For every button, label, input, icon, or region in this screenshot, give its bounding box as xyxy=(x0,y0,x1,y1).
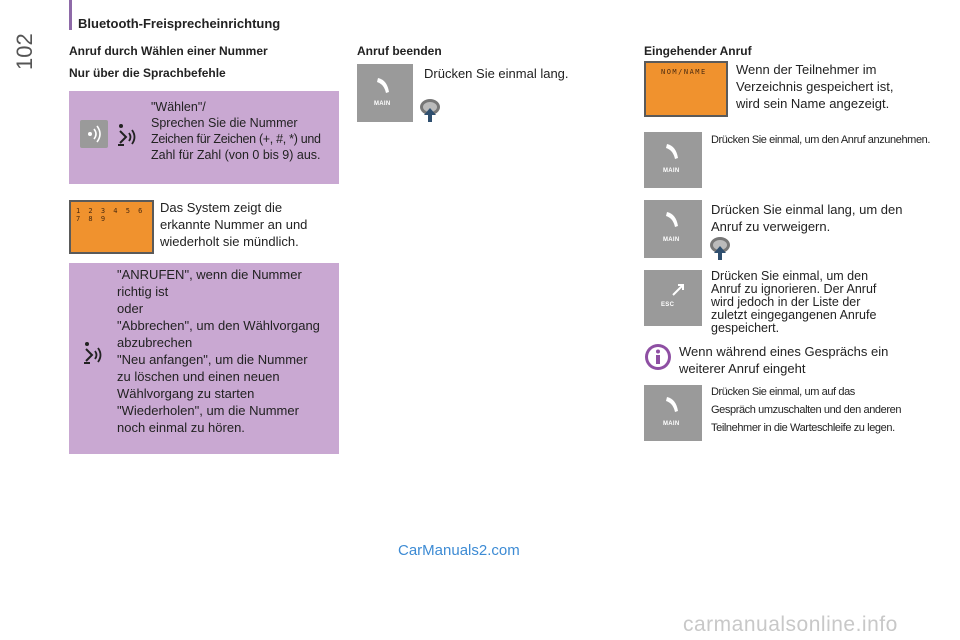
box2-line: "Abbrechen", um den Wählvorgang xyxy=(117,318,320,333)
main-button-switch xyxy=(644,385,702,441)
ignore-line: Anruf zu ignorieren. Der Anruf xyxy=(711,282,877,296)
reject-line: Anruf zu verweigern. xyxy=(711,219,831,234)
reject-line: Drücken Sie einmal lang, um den xyxy=(711,202,903,217)
display-caption-line: wiederholt sie mündlich. xyxy=(160,234,299,249)
display-caption-line: erkannte Nummer an und xyxy=(160,217,308,232)
page-title: Bluetooth-Freisprecheinrichtung xyxy=(78,16,281,31)
speak-icon xyxy=(83,341,109,367)
switch-line: Drücken Sie einmal, um auf das xyxy=(711,386,855,398)
page-number: 102 xyxy=(12,33,37,70)
box1-line: Zeichen für Zeichen (+, #, *) und xyxy=(151,132,321,146)
box2-line: "Wiederholen", um die Nummer xyxy=(117,403,299,418)
box2-line: richtig ist xyxy=(117,284,169,299)
main-label: MAIN xyxy=(374,101,391,107)
name-line: Wenn der Teilnehmer im xyxy=(736,62,877,77)
box2-line: noch einmal zu hören. xyxy=(117,420,245,435)
box2-line: "Neu anfangen", um die Nummer xyxy=(117,352,308,367)
box2-line: oder xyxy=(117,301,144,316)
watermark-carmanualsonline: carmanualsonline.info xyxy=(683,613,898,636)
main-label: MAIN xyxy=(663,168,680,174)
long-press-icon xyxy=(418,98,442,124)
speak-icon xyxy=(117,123,143,149)
box1-line: "Wählen"/ xyxy=(151,100,206,114)
main-button xyxy=(357,64,413,122)
name-line: Verzeichnis gespeichert ist, xyxy=(736,79,894,94)
voice-confirm-box xyxy=(69,263,339,454)
main-button-reject xyxy=(644,200,702,258)
info-icon xyxy=(644,343,672,371)
main-label: MAIN xyxy=(663,237,680,243)
box2-line: zu löschen und einen neuen xyxy=(117,369,280,384)
box2-line: Wählvorgang zu starten xyxy=(117,386,255,401)
long-press-icon xyxy=(708,236,732,262)
box2-line: "ANRUFEN", wenn die Nummer xyxy=(117,267,302,282)
display-caption-line: Das System zeigt die xyxy=(160,200,283,215)
heading-end-call: Anruf beenden xyxy=(357,44,442,58)
heading-dial-number: Anruf durch Wählen einer Nummer xyxy=(69,44,268,58)
accept-text: Drücken Sie einmal, um den Anruf anzunehmen. xyxy=(711,134,931,146)
hangup-icon xyxy=(670,282,686,298)
heading-voice-commands: Nur über die Sprachbefehle xyxy=(69,66,226,80)
name-line: wird sein Name angezeigt. xyxy=(736,96,890,111)
ignore-line: gespeichert. xyxy=(711,321,780,335)
switch-line: Teilnehmer in die Warteschleife zu legen. xyxy=(711,422,895,434)
box1-line: Sprechen Sie die Nummer xyxy=(151,116,298,130)
esc-button xyxy=(644,270,702,326)
main-button-accept xyxy=(644,132,702,188)
main-label: MAIN xyxy=(663,421,680,427)
phone-icon xyxy=(664,395,684,419)
number-display xyxy=(69,200,154,254)
display-name: NOM/NAME xyxy=(661,68,707,76)
switch-line: Gespräch umzuschalten und den anderen xyxy=(711,404,902,416)
voice-dial-box xyxy=(69,91,339,184)
esc-label: ESC xyxy=(661,302,675,308)
ignore-line: Drücken Sie einmal, um den xyxy=(711,269,869,283)
page-accent-bar xyxy=(69,0,72,30)
info-line: Wenn während eines Gesprächs ein xyxy=(679,344,889,359)
phone-icon xyxy=(664,142,684,166)
display-digits: 1 2 3 4 5 6 7 8 9 xyxy=(76,207,145,223)
name-display xyxy=(644,61,728,117)
voice-waves-icon xyxy=(80,120,108,148)
ignore-line: wird jedoch in der Liste der xyxy=(711,295,861,309)
ignore-line: zuletzt eingegangenen Anrufe xyxy=(711,308,877,322)
heading-incoming-call: Eingehender Anruf xyxy=(644,44,752,58)
voice-button xyxy=(80,120,108,148)
info-line: weiterer Anruf eingeht xyxy=(679,361,806,376)
phone-icon xyxy=(664,210,684,234)
box1-line: Zahl für Zahl (von 0 bis 9) aus. xyxy=(151,148,321,162)
watermark-carmanuals2: CarManuals2.com xyxy=(398,542,520,559)
box2-line: abzubrechen xyxy=(117,335,193,350)
phone-icon xyxy=(375,76,395,100)
end-call-text: Drücken Sie einmal lang. xyxy=(424,66,569,81)
